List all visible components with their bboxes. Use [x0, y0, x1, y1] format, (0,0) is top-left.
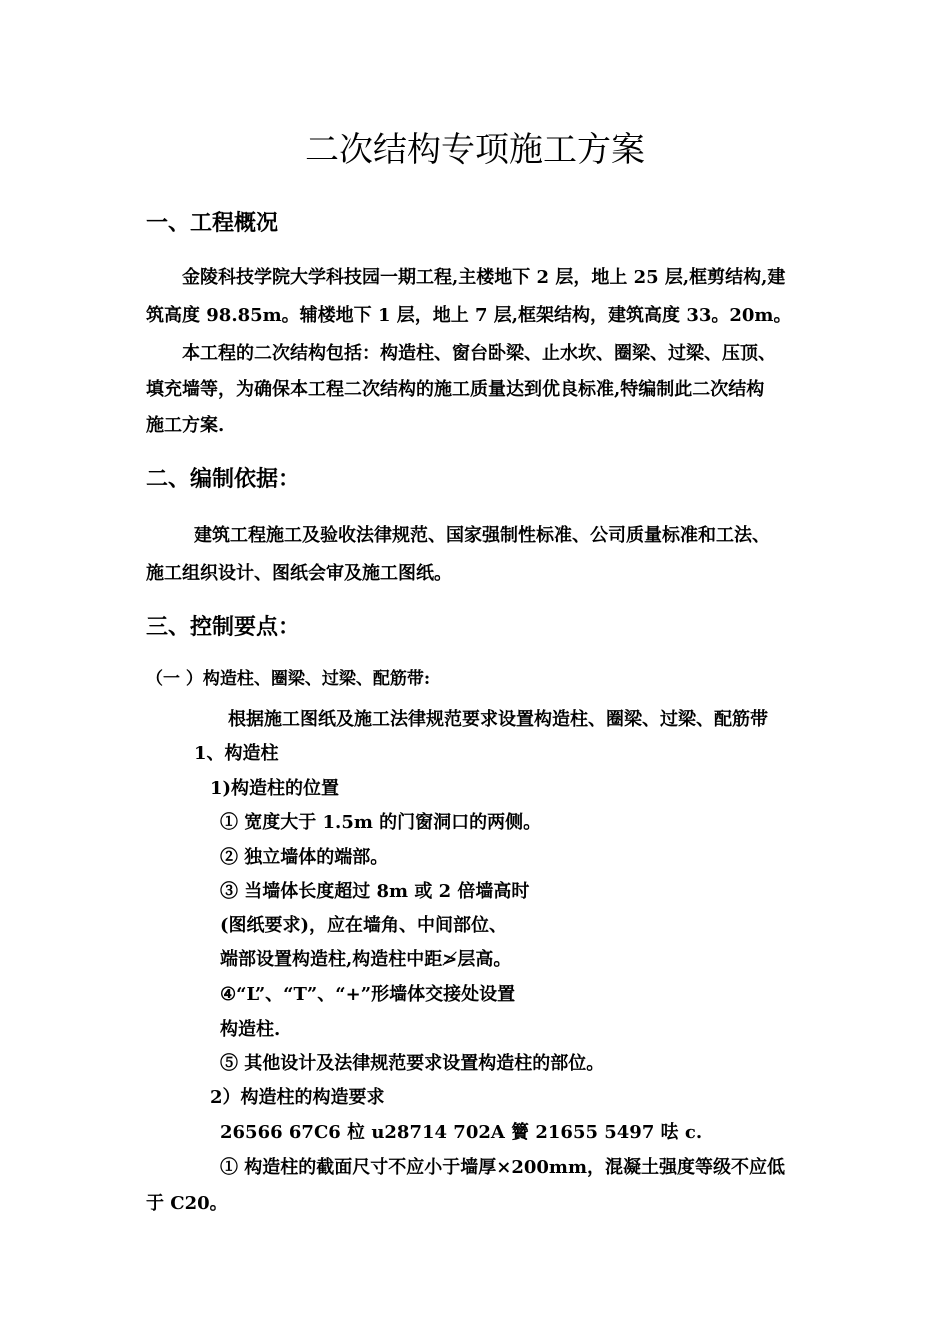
column-position-4-line-1: ④“L”、“T”、“+”形墙体交接处设置 [220, 984, 516, 1005]
overview-paragraph-2-line-1: 本工程的二次结构包括：构造柱、窗台卧梁、止水坎、圈梁、过梁、压顶、 [182, 343, 776, 364]
column-requirements-code-line: 26566 67C6 柆 u28714 702A 籫 21655 5497 呿 c. [220, 1122, 703, 1143]
basis-paragraph-line-1: 建筑工程施工及验收法律规范、国家强制性标准、公司质量标准和工法、 [194, 525, 770, 546]
overview-paragraph-2-line-3: 施工方案. [146, 415, 225, 436]
overview-paragraph-2-line-2: 填充墙等，为确保本工程二次结构的施工质量达到优良标准,特编制此二次结构 [146, 379, 765, 400]
item-structural-column: 1、构造柱 [194, 743, 279, 764]
column-position-4-line-2: 构造柱. [220, 1019, 281, 1040]
document-title: 二次结构专项施工方案 [305, 130, 645, 170]
subsection-heading-1: （一 ）构造柱、圈梁、过梁、配筋带: [146, 669, 431, 689]
column-position-3-line-1: ③ 当墙体长度超过 8m 或 2 倍墙高时 [220, 881, 530, 902]
section-heading-basis: 二、编制依据： [146, 467, 301, 492]
column-position-3-line-3: 端部设置构造柱,构造柱中距≯层高。 [220, 949, 512, 970]
overview-paragraph-1-line-2: 筑高度 98.85m。辅楼地下 1 层，地上 7 层,框架结构，建筑高度 33。20m。 [146, 305, 792, 326]
section-heading-overview: 一、工程概况 [146, 211, 279, 236]
subsection-intro: 根据施工图纸及施工法律规范要求设置构造柱、圈梁、过梁、配筋带 [228, 709, 768, 730]
column-requirement-1-line-1: ① 构造柱的截面尺寸不应小于墙厚×200mm，混凝土强度等级不应低 [220, 1157, 786, 1178]
column-position-1: ① 宽度大于 1.5m 的门窗洞口的两侧。 [220, 812, 542, 833]
column-position-2: ② 独立墙体的端部。 [220, 847, 389, 868]
column-position-title: 1)构造柱的位置 [210, 778, 340, 799]
overview-paragraph-1-line-1: 金陵科技学院大学科技园一期工程,主楼地下 2 层，地上 25 层,框剪结构,建 [182, 267, 786, 288]
column-requirements-title: 2）构造柱的构造要求 [210, 1087, 385, 1108]
column-requirement-1-line-2: 于 C20。 [146, 1193, 228, 1214]
section-heading-control-points: 三、控制要点： [146, 615, 301, 640]
basis-paragraph-line-2: 施工组织设计、图纸会审及施工图纸。 [146, 563, 452, 584]
column-position-3-line-2: (图纸要求)，应在墙角、中间部位、 [220, 915, 508, 936]
column-position-5: ⑤ 其他设计及法律规范要求设置构造柱的部位。 [220, 1053, 605, 1074]
